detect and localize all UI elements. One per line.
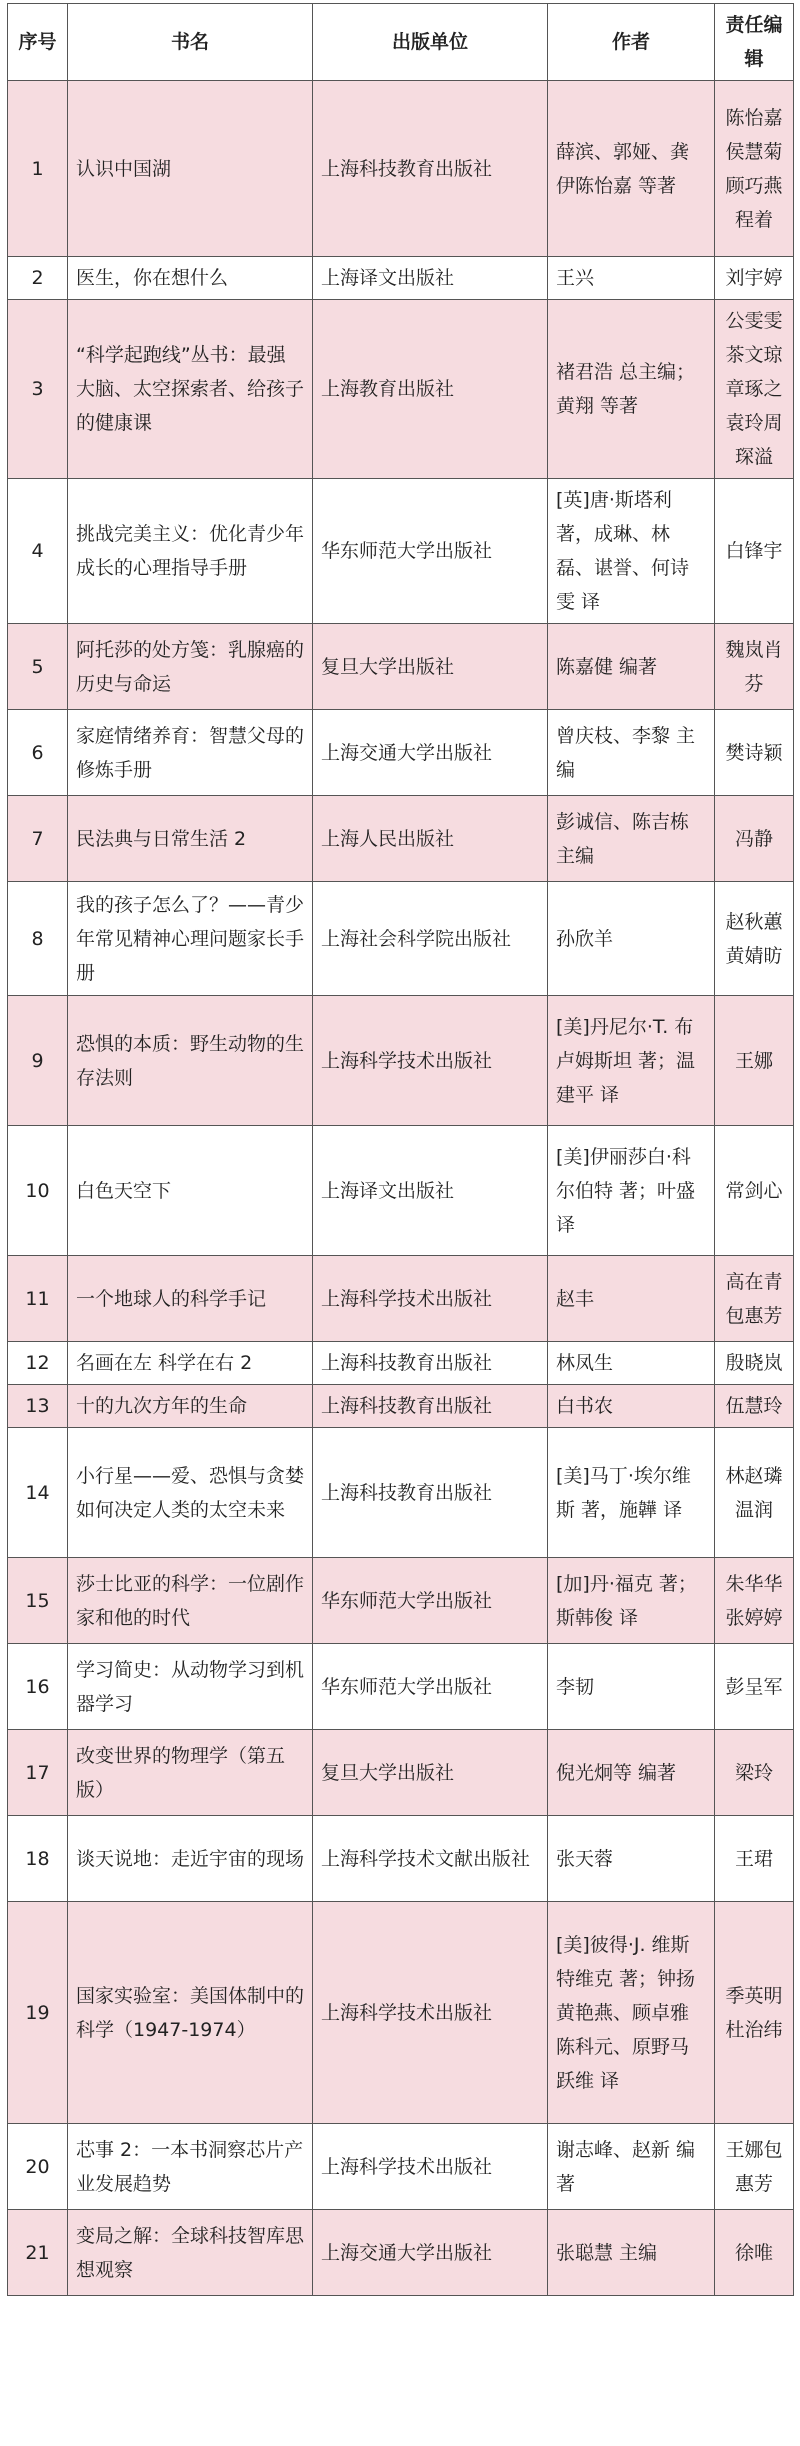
cell-title: 白色天空下 <box>68 1126 313 1256</box>
cell-no: 20 <box>8 2124 68 2210</box>
cell-title: 民法典与日常生活 2 <box>68 796 313 882</box>
cell-author: 谢志峰、赵新 编著 <box>548 2124 715 2210</box>
cell-editor: 梁玲 <box>715 1730 794 1816</box>
table-row <box>8 1256 794 1342</box>
cell-title: 我的孩子怎么了？——青少年常见精神心理问题家长手册 <box>68 882 313 996</box>
cell-title: 挑战完美主义：优化青少年成长的心理指导手册 <box>68 479 313 624</box>
cell-author: 赵丰 <box>548 1256 715 1342</box>
cell-editor: 徐唯 <box>715 2210 794 2296</box>
cell-publisher: 上海科学技术出版社 <box>313 1902 548 2124</box>
cell-publisher: 上海科学技术文献出版社 <box>313 1816 548 1902</box>
cell-editor: 王珺 <box>715 1816 794 1902</box>
table-row <box>8 1644 794 1730</box>
cell-editor: 王娜包惠芳 <box>715 2124 794 2210</box>
cell-editor: 朱华华张婷婷 <box>715 1558 794 1644</box>
cell-title: 芯事 2：一本书洞察芯片产业发展趋势 <box>68 2124 313 2210</box>
book-list-container <box>7 3 793 2296</box>
cell-author: 彭诚信、陈吉栋主编 <box>548 796 715 882</box>
cell-title: 学习简史：从动物学习到机器学习 <box>68 1644 313 1730</box>
cell-title: 谈天说地：走近宇宙的现场 <box>68 1816 313 1902</box>
book-list-table <box>7 3 794 2296</box>
cell-title: 小行星——爱、恐惧与贪婪如何决定人类的太空未来 <box>68 1428 313 1558</box>
table-row <box>8 1385 794 1428</box>
table-row <box>8 996 794 1126</box>
cell-author: 倪光炯等 编著 <box>548 1730 715 1816</box>
cell-publisher: 上海人民出版社 <box>313 796 548 882</box>
table-row <box>8 1342 794 1385</box>
cell-author: 薛滨、郭娅、龚伊陈怡嘉 等著 <box>548 81 715 257</box>
table-row <box>8 479 794 624</box>
cell-editor: 魏岚肖芬 <box>715 624 794 710</box>
cell-author: [美]彼得·J. 维斯特维克 著；钟扬黄艳燕、顾卓雅陈科元、原野马跃维 译 <box>548 1902 715 2124</box>
cell-title: 改变世界的物理学（第五版） <box>68 1730 313 1816</box>
table-row <box>8 300 794 479</box>
cell-publisher: 上海科学技术出版社 <box>313 1256 548 1342</box>
cell-no: 13 <box>8 1385 68 1428</box>
cell-title: 一个地球人的科学手记 <box>68 1256 313 1342</box>
cell-author: [美]马丁·埃尔维斯 著，施韡 译 <box>548 1428 715 1558</box>
cell-title: 变局之解：全球科技智库思想观察 <box>68 2210 313 2296</box>
header-no: 序号 <box>8 4 68 81</box>
table-row <box>8 1902 794 2124</box>
cell-no: 16 <box>8 1644 68 1730</box>
cell-publisher: 上海科技教育出版社 <box>313 81 548 257</box>
cell-no: 4 <box>8 479 68 624</box>
cell-author: 张天蓉 <box>548 1816 715 1902</box>
cell-author: [美]丹尼尔·T. 布卢姆斯坦 著；温建平 译 <box>548 996 715 1126</box>
cell-publisher: 上海科技教育出版社 <box>313 1385 548 1428</box>
cell-publisher: 复旦大学出版社 <box>313 624 548 710</box>
cell-publisher: 上海译文出版社 <box>313 257 548 300</box>
cell-editor: 林赵璘温润 <box>715 1428 794 1558</box>
cell-editor: 伍慧玲 <box>715 1385 794 1428</box>
cell-editor: 彭呈军 <box>715 1644 794 1730</box>
header-row <box>8 4 794 81</box>
cell-no: 5 <box>8 624 68 710</box>
table-row <box>8 882 794 996</box>
cell-publisher: 上海教育出版社 <box>313 300 548 479</box>
cell-author: 白书农 <box>548 1385 715 1428</box>
cell-publisher: 华东师范大学出版社 <box>313 479 548 624</box>
table-header <box>8 4 794 81</box>
table-row <box>8 1428 794 1558</box>
cell-editor: 王娜 <box>715 996 794 1126</box>
cell-publisher: 上海交通大学出版社 <box>313 2210 548 2296</box>
cell-title: 认识中国湖 <box>68 81 313 257</box>
cell-title: 阿托莎的处方笺：乳腺癌的历史与命运 <box>68 624 313 710</box>
cell-publisher: 复旦大学出版社 <box>313 1730 548 1816</box>
cell-author: 李韧 <box>548 1644 715 1730</box>
cell-publisher: 上海科学技术出版社 <box>313 2124 548 2210</box>
cell-editor: 白锋宇 <box>715 479 794 624</box>
cell-author: [美]伊丽莎白·科尔伯特 著；叶盛 译 <box>548 1126 715 1256</box>
cell-author: 张聪慧 主编 <box>548 2210 715 2296</box>
cell-editor: 季英明杜治纬 <box>715 1902 794 2124</box>
cell-no: 10 <box>8 1126 68 1256</box>
cell-author: 曾庆枝、李黎 主编 <box>548 710 715 796</box>
cell-title: 名画在左 科学在右 2 <box>68 1342 313 1385</box>
cell-editor: 陈怡嘉侯慧菊顾巧燕程着 <box>715 81 794 257</box>
table-row <box>8 1126 794 1256</box>
cell-publisher: 上海译文出版社 <box>313 1126 548 1256</box>
table-row <box>8 81 794 257</box>
cell-publisher: 上海科学技术出版社 <box>313 996 548 1126</box>
cell-title: 家庭情绪养育：智慧父母的修炼手册 <box>68 710 313 796</box>
cell-editor: 高在青包惠芳 <box>715 1256 794 1342</box>
header-title: 书名 <box>68 4 313 81</box>
cell-no: 8 <box>8 882 68 996</box>
cell-no: 9 <box>8 996 68 1126</box>
cell-editor: 樊诗颖 <box>715 710 794 796</box>
cell-editor: 殷晓岚 <box>715 1342 794 1385</box>
table-row <box>8 624 794 710</box>
cell-publisher: 上海科技教育出版社 <box>313 1428 548 1558</box>
cell-no: 7 <box>8 796 68 882</box>
cell-editor: 冯静 <box>715 796 794 882</box>
cell-title: 十的九次方年的生命 <box>68 1385 313 1428</box>
table-row <box>8 257 794 300</box>
cell-no: 1 <box>8 81 68 257</box>
cell-editor: 赵秋蕙黄婧昉 <box>715 882 794 996</box>
cell-no: 14 <box>8 1428 68 1558</box>
table-row <box>8 2210 794 2296</box>
cell-author: [加]丹·福克 著；斯韩俊 译 <box>548 1558 715 1644</box>
table-row <box>8 1558 794 1644</box>
cell-no: 15 <box>8 1558 68 1644</box>
header-author: 作者 <box>548 4 715 81</box>
cell-publisher: 上海科技教育出版社 <box>313 1342 548 1385</box>
table-row <box>8 1816 794 1902</box>
cell-no: 6 <box>8 710 68 796</box>
cell-no: 12 <box>8 1342 68 1385</box>
cell-author: 褚君浩 总主编；黄翔 等著 <box>548 300 715 479</box>
cell-publisher: 上海社会科学院出版社 <box>313 882 548 996</box>
table-row <box>8 710 794 796</box>
cell-author: 陈嘉健 编著 <box>548 624 715 710</box>
cell-author: 孙欣羊 <box>548 882 715 996</box>
table-row <box>8 2124 794 2210</box>
header-editor: 责任编辑 <box>715 4 794 81</box>
cell-editor: 公雯雯茶文琼章琢之袁玲周琛溢 <box>715 300 794 479</box>
table-body <box>8 81 794 2296</box>
cell-title: “科学起跑线”丛书：最强大脑、太空探索者、给孩子的健康课 <box>68 300 313 479</box>
cell-no: 19 <box>8 1902 68 2124</box>
cell-no: 11 <box>8 1256 68 1342</box>
cell-publisher: 华东师范大学出版社 <box>313 1558 548 1644</box>
cell-no: 2 <box>8 257 68 300</box>
cell-title: 恐惧的本质：野生动物的生存法则 <box>68 996 313 1126</box>
cell-title: 国家实验室：美国体制中的科学（1947-1974） <box>68 1902 313 2124</box>
cell-title: 医生，你在想什么 <box>68 257 313 300</box>
cell-editor: 刘宇婷 <box>715 257 794 300</box>
cell-author: 王兴 <box>548 257 715 300</box>
table-row <box>8 796 794 882</box>
cell-author: 林凤生 <box>548 1342 715 1385</box>
cell-title: 莎士比亚的科学：一位剧作家和他的时代 <box>68 1558 313 1644</box>
cell-no: 3 <box>8 300 68 479</box>
cell-editor: 常剑心 <box>715 1126 794 1256</box>
cell-publisher: 上海交通大学出版社 <box>313 710 548 796</box>
cell-no: 18 <box>8 1816 68 1902</box>
cell-author: [英]唐·斯塔利 著，成琳、林磊、谌誉、何诗雯 译 <box>548 479 715 624</box>
table-row <box>8 1730 794 1816</box>
cell-no: 17 <box>8 1730 68 1816</box>
cell-no: 21 <box>8 2210 68 2296</box>
header-publisher: 出版单位 <box>313 4 548 81</box>
cell-publisher: 华东师范大学出版社 <box>313 1644 548 1730</box>
